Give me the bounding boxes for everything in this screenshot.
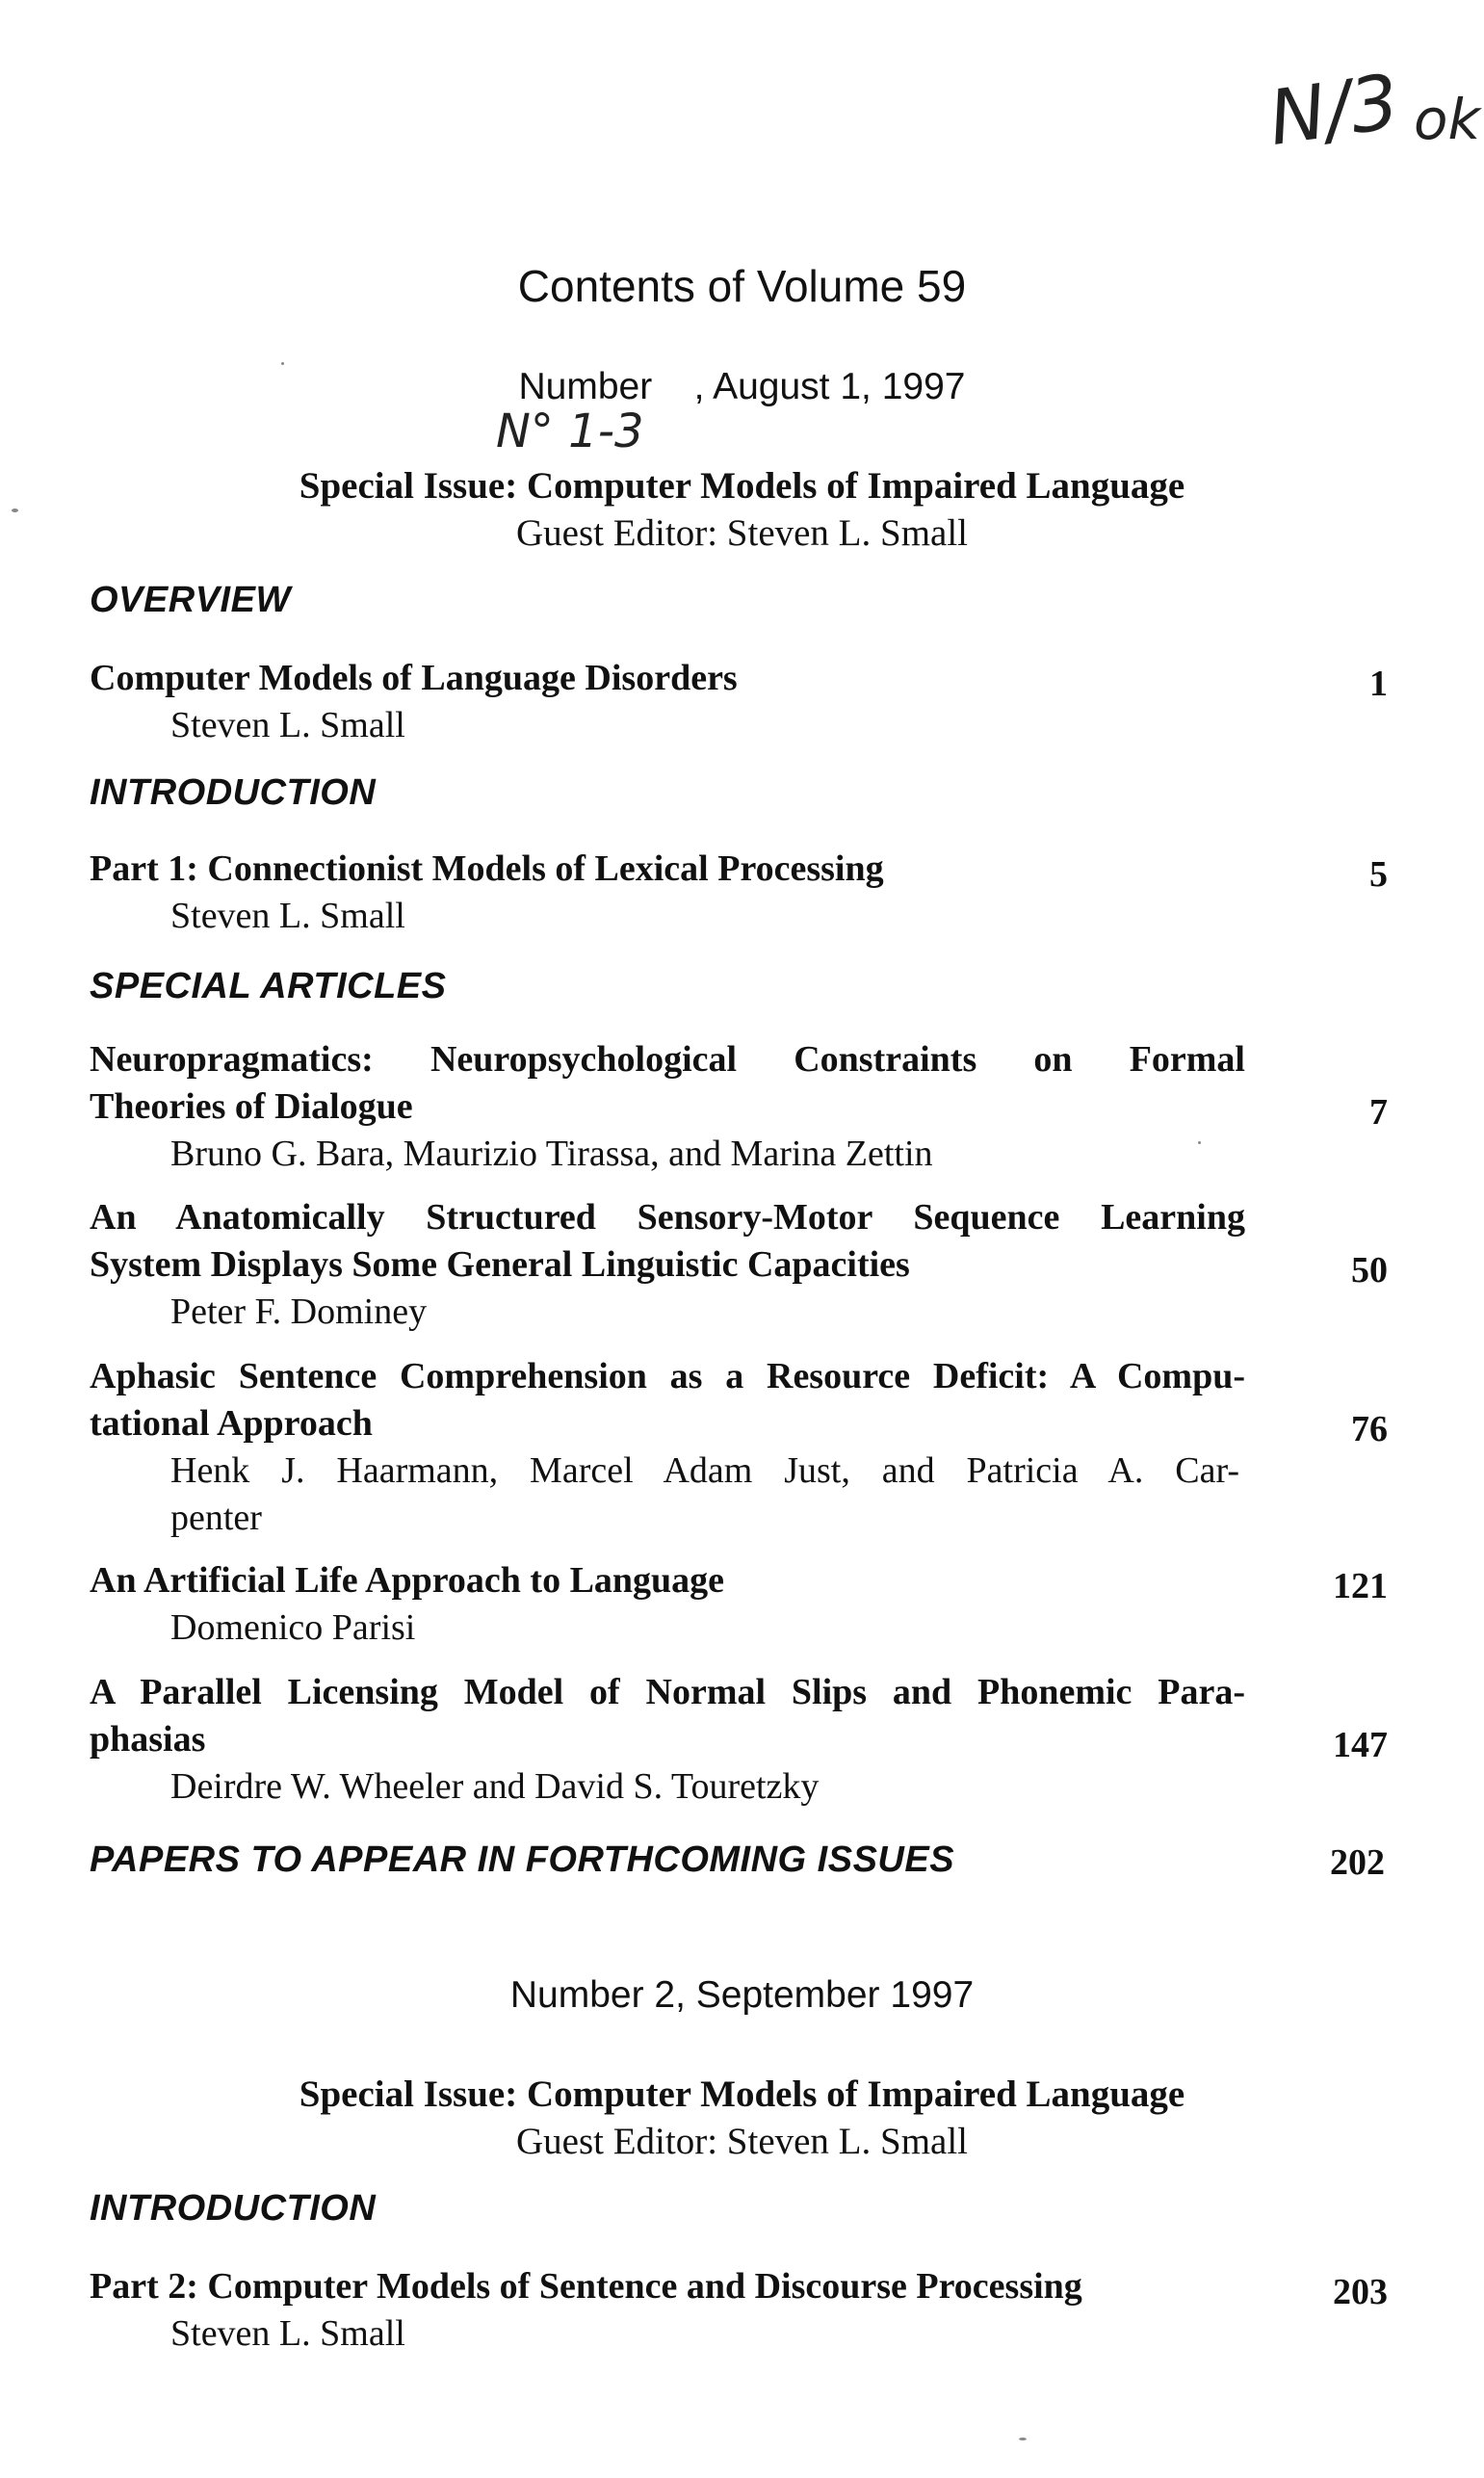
entry-page-number: 203 bbox=[1333, 2272, 1388, 2312]
section-introduction: INTRODUCTION bbox=[90, 772, 377, 813]
toc-entry-5 bbox=[90, 1353, 1388, 1542]
entry-title: Part 2: Computer Models of Sentence and Discourse Processing bbox=[90, 2266, 1082, 2307]
forthcoming-page-number: 202 bbox=[1330, 1842, 1385, 1883]
handwritten-corner-note: N/3 bbox=[1263, 59, 1404, 163]
issue2-special-issue: Special Issue: Computer Models of Impaired Language bbox=[299, 2074, 1185, 2115]
entry-authors: Deirdre W. Wheeler and David S. Touretzky bbox=[170, 1766, 820, 1807]
entry-page-number: 121 bbox=[1333, 1566, 1388, 1606]
scan-speck bbox=[1198, 1141, 1201, 1144]
toc-entry-8 bbox=[90, 2263, 1388, 2358]
handwritten-number-note: N° 1-3 bbox=[496, 404, 644, 458]
issue1-header: Number , August 1, 1997 bbox=[518, 366, 966, 407]
issue1-special-issue: Special Issue: Computer Models of Impaired Language bbox=[299, 465, 1185, 507]
entry-title: An Anatomically Structured Sensory-Motor Sequence Learning System Displays Some General Linguistic Capacities bbox=[90, 1197, 1245, 1285]
entry-title: A Parallel Licensing Model of Normal Slips and Phonemic Para- phasias bbox=[90, 1672, 1245, 1760]
section-forthcoming: PAPERS TO APPEAR IN FORTHCOMING ISSUES bbox=[90, 1839, 955, 1880]
entry-page-number: 7 bbox=[1369, 1092, 1388, 1133]
scan-speck bbox=[12, 509, 18, 512]
scan-speck bbox=[1019, 2438, 1027, 2440]
toc-entry-7 bbox=[90, 1669, 1388, 1811]
entry-authors: Bruno G. Bara, Maurizio Tirassa, and Marina Zettin bbox=[170, 1134, 933, 1174]
entry-page-number: 1 bbox=[1369, 664, 1388, 704]
entry-authors: Steven L. Small bbox=[170, 2313, 405, 2354]
entry-authors: Henk J. Haarmann, Marcel Adam Just, and Patricia A. Car- penter bbox=[170, 1450, 1239, 1538]
entry-title: Aphasic Sentence Comprehension as a Resource Deficit: A Compu- tational Approach bbox=[90, 1356, 1245, 1444]
handwritten-ok-note: ok bbox=[1414, 87, 1481, 152]
entry-page-number: 147 bbox=[1333, 1725, 1388, 1765]
entry-title: Part 1: Connectionist Models of Lexical Processing bbox=[90, 848, 884, 889]
toc-entry-1 bbox=[90, 655, 1388, 749]
entry-authors: Peter F. Dominey bbox=[170, 1291, 428, 1332]
entry-title: An Artificial Life Approach to Language bbox=[90, 1560, 725, 1601]
entry-authors: Steven L. Small bbox=[170, 705, 405, 745]
issue2-guest-editor: Guest Editor: Steven L. Small bbox=[515, 2121, 969, 2162]
scan-speck bbox=[281, 362, 284, 365]
entry-title: Neuropragmatics: Neuropsychological Constraints on Formal Theories of Dialogue bbox=[90, 1039, 1245, 1127]
entry-page-number: 5 bbox=[1369, 854, 1388, 895]
entry-page-number: 76 bbox=[1351, 1409, 1388, 1449]
toc-entry-3 bbox=[90, 1036, 1388, 1178]
volume-title: Contents of Volume 59 bbox=[517, 261, 967, 311]
toc-entry-4 bbox=[90, 1194, 1388, 1336]
section-introduction-2: INTRODUCTION bbox=[90, 2188, 377, 2229]
entry-authors: Domenico Parisi bbox=[170, 1607, 416, 1648]
entry-authors: Steven L. Small bbox=[170, 896, 405, 936]
issue1-guest-editor: Guest Editor: Steven L. Small bbox=[515, 512, 969, 554]
issue2-header: Number 2, September 1997 bbox=[509, 1974, 975, 2016]
entry-title: Computer Models of Language Disorders bbox=[90, 658, 738, 698]
toc-entry-2 bbox=[90, 846, 1388, 940]
toc-entry-6 bbox=[90, 1557, 1388, 1652]
entry-page-number: 50 bbox=[1351, 1250, 1388, 1291]
section-overview: OVERVIEW bbox=[90, 580, 291, 620]
section-special-articles: SPECIAL ARTICLES bbox=[90, 966, 447, 1006]
